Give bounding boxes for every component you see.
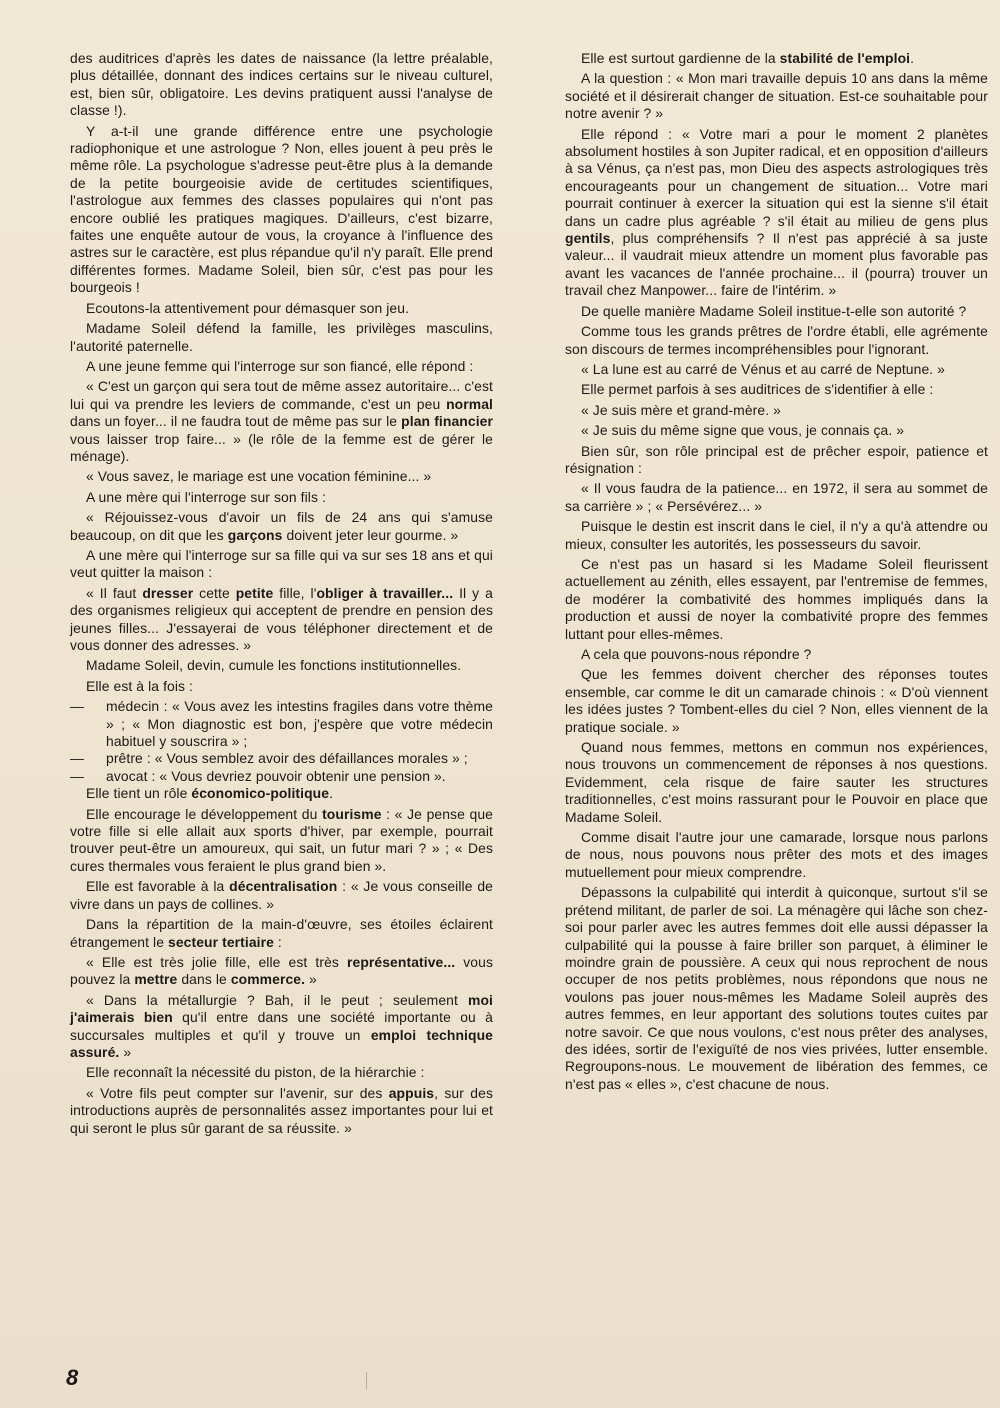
left-paragraph: Elle encourage le développement du tourisme : « Je pense que votre fille si elle allait aux sports d'hiver, par exemple, pourrait trouver peut-être un amoureux, qui sait, un futur mari ? » ; « Des cures thermales vous feraient le plus grand bien ». <box>70 805 494 874</box>
left-paragraph: Dans la répartition de la main-d'œuvre, ses étoiles éclairent étrangement le secteur tertiaire : <box>70 916 493 950</box>
right-paragraph: « Il vous faudra de la patience... en 1972, il sera au sommet de sa carrière » ; « Persévérez... » <box>565 480 988 514</box>
list-item-text: prêtre : « Vous semblez avoir des défaillances morales » ; <box>106 750 468 767</box>
right-paragraph: « La lune est au carré de Vénus et au carré de Neptune. » <box>581 360 946 377</box>
right-paragraph: De quelle manière Madame Soleil institue-t-elle son autorité ? <box>581 302 967 319</box>
page-number: 8 <box>66 1365 79 1390</box>
left-paragraph: « Il faut dresser cette petite fille, l'obliger à travailler... Il y a des organismes religieux qui acceptent de prendre en pension des jeunes filles... J'essayerai de vous téléphoner directement et de vous donner des adresses. » <box>70 584 493 653</box>
left-list-item <box>70 698 493 750</box>
list-dash: — <box>70 698 84 715</box>
right-paragraph: Comme tous les grands prêtres de l'ordre établi, elle agrémente son discours de termes incompréhensibles pour l'ignorant. <box>565 323 988 357</box>
left-paragraph: Elle est à la fois : <box>86 677 194 694</box>
list-item-text: avocat : « Vous devriez pouvoir obtenir une pension ». <box>106 767 446 784</box>
right-paragraph: A la question : « Mon mari travaille depuis 10 ans dans la même société et il désirerait changer de situation. Est-ce souhaitable pour notre avenir ? » <box>565 70 988 122</box>
left-paragraph: « Votre fils peut compter sur l'avenir, sur des appuis, sur des introductions auprès de personnalités assez importantes pour lui et qui seront le plus sûr garant de sa réussite. » <box>70 1084 493 1136</box>
left-paragraph: Elle est favorable à la décentralisation : « Je vous conseille de vivre dans un pays de collines. » <box>70 878 493 912</box>
left-paragraph: A une mère qui l'interroge sur son fils : <box>86 488 326 505</box>
left-paragraph: « Vous savez, le mariage est une vocation féminine... » <box>86 468 432 485</box>
left-paragraph: « Réjouissez-vous d'avoir un fils de 24 ans qui s'amuse beaucoup, on dit que les garçons doivent jeter leur gourme. » <box>70 509 493 543</box>
right-paragraph: « Je suis du même signe que vous, je connais ça. » <box>581 422 905 439</box>
left-text-column <box>70 50 493 1140</box>
list-dash: — <box>70 767 84 784</box>
left-paragraph: A une mère qui l'interroge sur sa fille qui va sur ses 18 ans et qui veut quitter la maison : <box>70 546 493 581</box>
left-paragraph: Y a-t-il une grande différence entre une psychologie radiophonique et une astrologue ? Non, elles jouent à peu près le même rôle. La psychologue s'adresse peut-être plus à la demande de la petite bourgeoisie avide de certitudes scientifiques, l'astrologue aux femmes des classes populaires qui n'ont pas encore oublié les pratiques magiques. D'ailleurs, c'est bizarre, faites une enquête autour de vous, la croyance à l'influence des astres sur le caractère, est plus répandue qu'il n'y paraît. Elle prend différentes formes. Madame Soleil, bien sûr, c'est pas pour les bourgeois ! <box>70 122 493 296</box>
right-text-column <box>565 50 988 1096</box>
left-paragraph: « Elle est très jolie fille, elle est très représentative... vous pouvez la mettre dans le commerce. » <box>70 953 494 988</box>
list-dash: — <box>70 750 84 767</box>
right-paragraph: Elle répond : « Votre mari a pour le moment 2 planètes absolument hostiles à son Jupiter radical, et en opposition d'ailleurs à sa Vénus, ça n'est pas, mon Dieu des aspects astrologiques très encourageants pour un changement de situation... Votre mari pourrait continuer à exercer la situation qui est la sienne s'il était dans un cadre plus agréable ? s'il était au milieu de gens plus gentils, plus compréhensifs ? Il n'est pas apprécié à sa juste valeur... il vaudrait mieux attendre un moment plus favorable pas avant les vacances de l'année prochaine... il (pourra) trouver un travail chez Manpower... faire de l'intérim. » <box>565 125 988 299</box>
right-paragraph: A cela que pouvons-nous répondre ? <box>581 646 812 662</box>
right-paragraph: Bien sûr, son rôle principal est de prêcher espoir, patience et résignation : <box>565 442 988 476</box>
right-paragraph: Comme disait l'autre jour une camarade, lorsque nous parlons de nous, nous pouvons nous prêter des mots et des images mutuellement pour mieux comprendre. <box>565 829 988 880</box>
right-paragraph: Puisque le destin est inscrit dans le ciel, il n'y a qu'à attendre ou mieux, consulter les autorités, les possesseurs du savoir. <box>565 518 988 552</box>
right-paragraph: Elle est surtout gardienne de la stabilité de l'emploi. <box>581 50 915 66</box>
right-paragraph: Quand nous femmes, mettons en commun nos expériences, nous trouvons un commencement de réponses à nos questions. Evidemment, cela risque de faire sauter les structures traditionnelles, c'est moins rassurant pour le Pouvoir en place que Madame Soleil. <box>565 739 988 825</box>
right-paragraph: Elle permet parfois à ses auditrices de s'identifier à elle : <box>581 381 934 398</box>
right-paragraph: « Je suis mère et grand-mère. » <box>581 401 781 418</box>
left-list-item <box>70 768 493 785</box>
right-paragraph: Dépassons la culpabilité qui interdit à quiconque, surtout s'il se prétend militant, de parler de soi. La ménagère qui lâche son chez-soi pour parler avec les autres femmes doit elle aussi dépasser la culpabilité qui la pousse à faire briller son parquet, à éliminer le moindre grain de poussière. A ceux qui nous reprochent de nous occuper de nos petits problèmes, nous répondons que nous ne voulons pas jouer nous-mêmes les Madame Soleil auprès des autres femmes, en leur apportant des solutions toutes cuites par notre savoir. Ce que nous voulons, c'est nous prêter des analyses, des idées, sortir de l'exiguïté de nos vies privées, lutter ensemble. Regroupons-nous. Le mouvement de libération des femmes, ce n'est pas « elles », c'est chacune de nous. <box>565 884 988 1092</box>
left-paragraph: « Dans la métallurgie ? Bah, il le peut ; seulement moi j'aimerais bien qu'il entre dans une société importante ou à succursales multiples et qu'il y trouve un emploi technique assuré. » <box>70 991 494 1060</box>
left-paragraph: Elle tient un rôle économico-politique. <box>86 785 334 802</box>
page-fold-mark <box>366 1372 367 1390</box>
left-paragraph: Ecoutons-la attentivement pour démasquer son jeu. <box>86 299 410 316</box>
left-list-item <box>70 750 493 767</box>
left-paragraph: A une jeune femme qui l'interroge sur son fiancé, elle répond : <box>86 357 474 374</box>
left-paragraph: Madame Soleil défend la famille, les privilèges masculins, l'autorité paternelle. <box>70 320 493 354</box>
right-paragraph: Ce n'est pas un hasard si les Madame Soleil fleurissent actuellement au zénith, elles essayent, par l'entremise de femmes, de modérer la combativité des hommes impliqués dans la production et aussi de noyer la combativité propre des femmes luttant pour elles-mêmes. <box>565 555 988 642</box>
left-paragraph: Madame Soleil, devin, cumule les fonctions institutionnelles. <box>86 657 462 674</box>
left-paragraph: des auditrices d'après les dates de naissance (la lettre préalable, plus détaillée, donnant des indices certains sur le niveau culturel, est, bien sûr, obligatoire. Les devins pratiquent aussi l'analyse de classe !). <box>70 50 493 119</box>
left-paragraph: « C'est un garçon qui sera tout de même assez autoritaire... c'est lui qui va prendre les leviers de commande, c'est un peu normal dans un foyer... il ne faudra tout de même pas sur le plan financier vous laisser trop faire... » (le rôle de la femme est de gérer le ménage). <box>70 378 493 464</box>
list-item-text: médecin : « Vous avez les intestins fragiles dans votre thème » ; « Mon diagnostic est bon, j'espère que votre médecin habituel y souscrira » ; <box>106 698 493 750</box>
left-paragraph: Elle reconnaît la nécessité du piston, de la hiérarchie : <box>86 1064 425 1081</box>
right-paragraph: Que les femmes doivent chercher des réponses toutes ensemble, car comme le dit un camarade chinois : « D'où viennent les idées justes ? Tombent-elles du ciel ? Non, elles viennent de la pratique sociale. » <box>565 666 988 735</box>
